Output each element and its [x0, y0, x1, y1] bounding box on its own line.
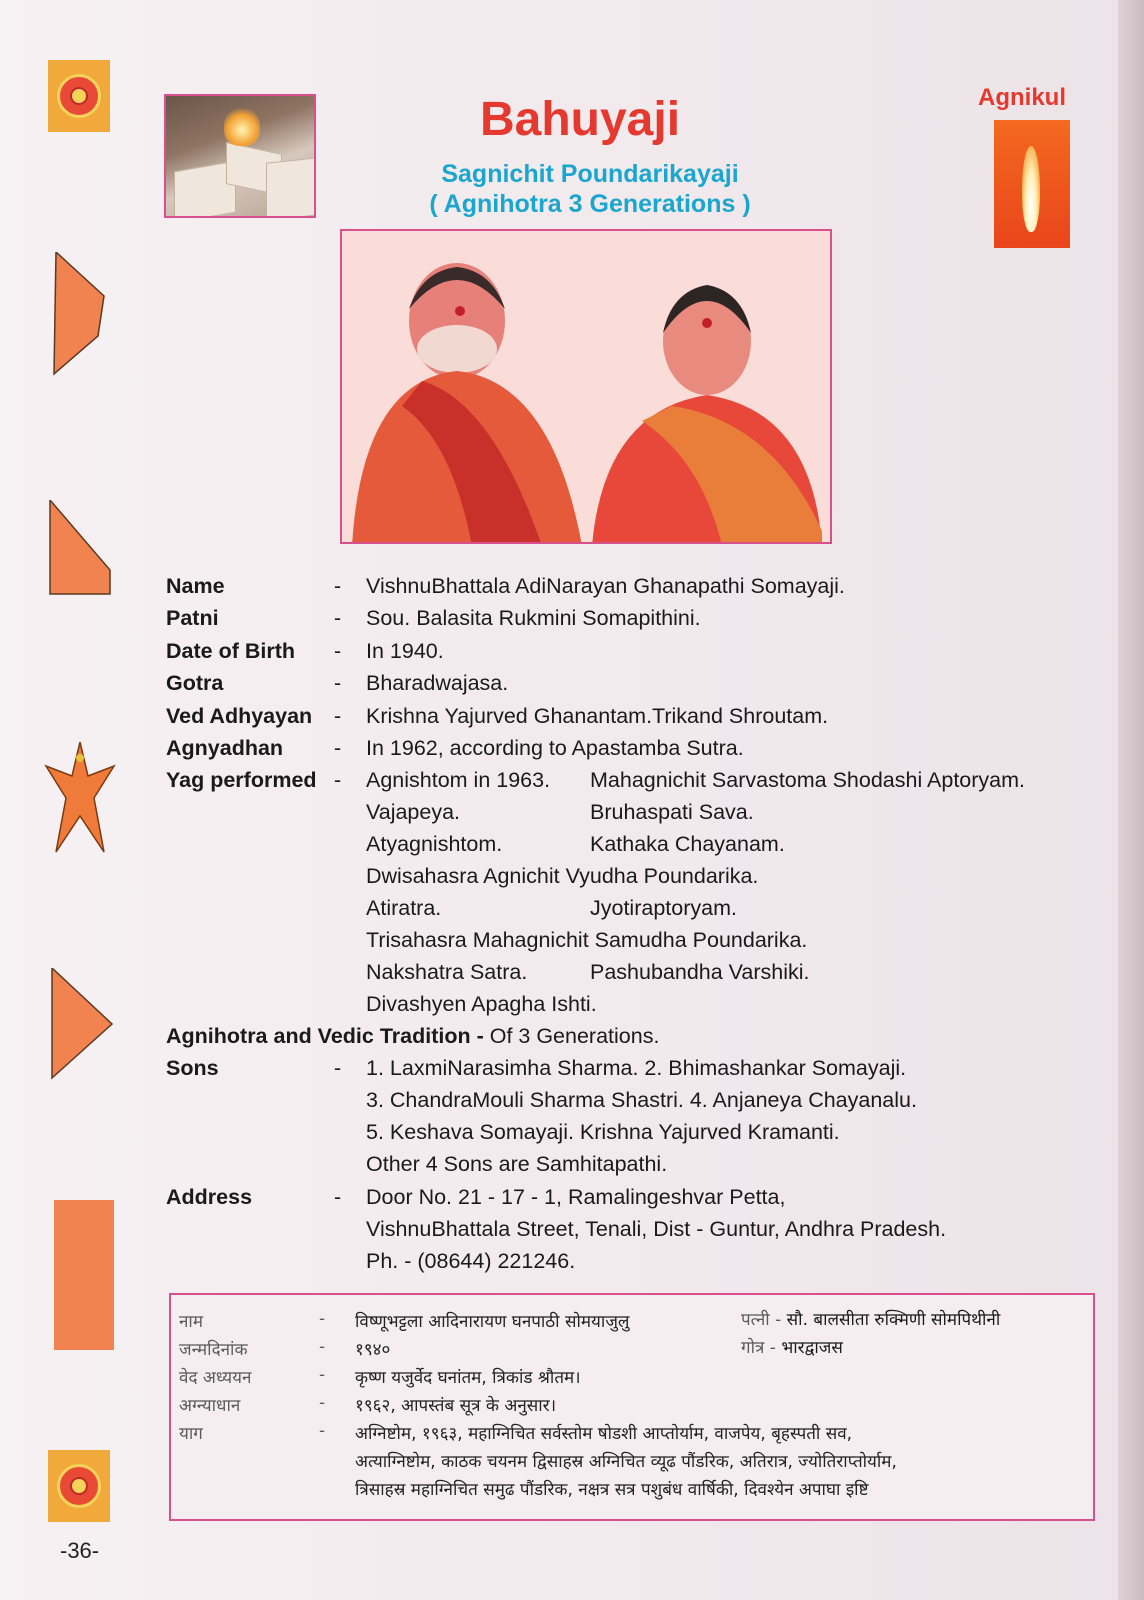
triangle-shape-icon	[48, 968, 114, 1080]
tradition-row: Agnihotra and Vedic Tradition - Of 3 Generations.	[166, 1024, 660, 1048]
page-number: -36-	[60, 1538, 100, 1563]
rosette-medallion-icon	[48, 60, 110, 132]
section-label: Agnikul	[978, 84, 1066, 111]
rosette-medallion-icon	[48, 1450, 110, 1522]
candle-flame-icon	[994, 120, 1070, 248]
triangle-shape-icon	[48, 500, 112, 596]
hindi-gotra-row: गोत्र - भारद्वाजस	[741, 1338, 843, 1358]
pentagon-shape-icon	[48, 252, 112, 376]
couple-photo	[340, 229, 832, 544]
flame-icon	[224, 106, 260, 146]
book-spine	[1118, 0, 1144, 1600]
bird-icon	[44, 742, 116, 854]
subtitle-line-2: ( Agnihotra 3 Generations )	[429, 190, 751, 218]
subtitle-line-1: Sagnichit Poundarikayaji	[441, 160, 739, 188]
hindi-patni-row: पत्नी - सौ. बालसीता रुक्मिणी सोमपिथीनी	[741, 1310, 1001, 1330]
sacrificial-fire-photo	[164, 94, 316, 218]
biodata-hindi-box: नाम - विष्णूभट्टला आदिनारायण घनपाठी सोमयाजुलु पत्नी - सौ. बालसीता रुक्मिणी सोमपिथीनी जन्मदिनांक - १९४० गोत्र - भारद्वाजस वेद अध्ययन - कृष्ण यजुर्वेद घनांतम, त्रिकांड श्रौतम। अग्न्याधान - १९६२, आपस्तंब सूत्र के अनुसार। याग - अग्निष्टोम, १९६३, महाग्निचित सर्वस्तोम षोडशी आप्तोर्याम, वाजपेय, बृहस्पती सव, अत्याग्निष्टोम, काठक चयनम द्विसाहस्र अग्निचित व्यूढ पौंडरिक, अतिरात्र, ज्योतिराप्तोर्याम, त्रिसाहस्र महाग्निचित समुढ पौंडरिक, नक्षत्र सत्र पशुबंध वार्षिकी, दिवश्येन अपाघा इष्टि	[169, 1293, 1095, 1521]
page-title: Bahuyaji	[479, 93, 681, 146]
page: Bahuyaji Sagnichit Poundarikayaji ( Agnihotra 3 Generations ) Agnikul Name - VishnuBhattala AdiNarayan Ghanapathi Somayaji. Patni - Sou. Balasita Rukmini Somapithini. Date of Birth - In 1940. Gotra - Bharadwajasa. Ved Adhyayan - Krishna Yajurved Ghanantam.Trikand Shroutam. Agnyadhan - In 1962, according to Apastamba Sutra. Yag performed - Agnishtom in 1963. Mahagnichit Sarvastoma Shodashi Aptoryam. Vajapeya. Bruhaspati Sava. Atyagnishtom. Kathaka Chayanam. Dwisahasra Agnichit Vyudha Poundarika. Atiratra. Jyotiraptoryam. Trisahasra Mahagnichit Samudha Poundarika. Nakshatra Satra. Pashubandha Varshiki. Divashyen Apagha Ishti. Agnihotra and Vedic Tradition - Of 3 Generations. Sons - 1. LaxmiNarasimha Sharma. 2. Bhimashankar Somayaji. 3. ChandraMouli Sharma Shastri. 4. Anjaneya Chayanalu. 5. Keshava Somayaji. Krishna Yajurved Kramanti. Other 4 Sons are Samhitapathi. Address - Door No. 21 - 17 - 1, Ramalingeshvar Petta, VishnuBhattala Street, Tenali, Dist - Guntur, Andhra Pradesh. Ph. - (08644) 221246. नाम - विष्णूभट्टला आदिनारायण घनपाठी सोमयाजुलु पत्नी - सौ. बालसीता रुक्मिणी सोमपिथीनी जन्मदिनांक - १९४० गोत्र - भारद्वाजस वेद अध्ययन - कृष्ण यजुर्वेद घनांतम, त्रिकांड श्रौतम। अग्न्याधान - १९६२, आपस्तंब सूत्र के अनुसार। याग - अग्निष्टोम, १९६३, महाग्निचित सर्वस्तोम षोडशी आप्तोर्याम, वाजपेय, बृहस्पती सव, अत्याग्निष्टोम, काठक चयनम द्विसाहस्र अग्निचित व्यूढ पौंडरिक, अतिरात्र, ज्योतिराप्तोर्याम, त्रिसाहस्र महाग्निचित समुढ पौंडरिक, नक्षत्र सत्र पशुबंध वार्षिकी, दिवश्येन अपाघा इष्टि -36-	[0, 0, 1144, 1600]
decorative-bar	[54, 1200, 114, 1350]
